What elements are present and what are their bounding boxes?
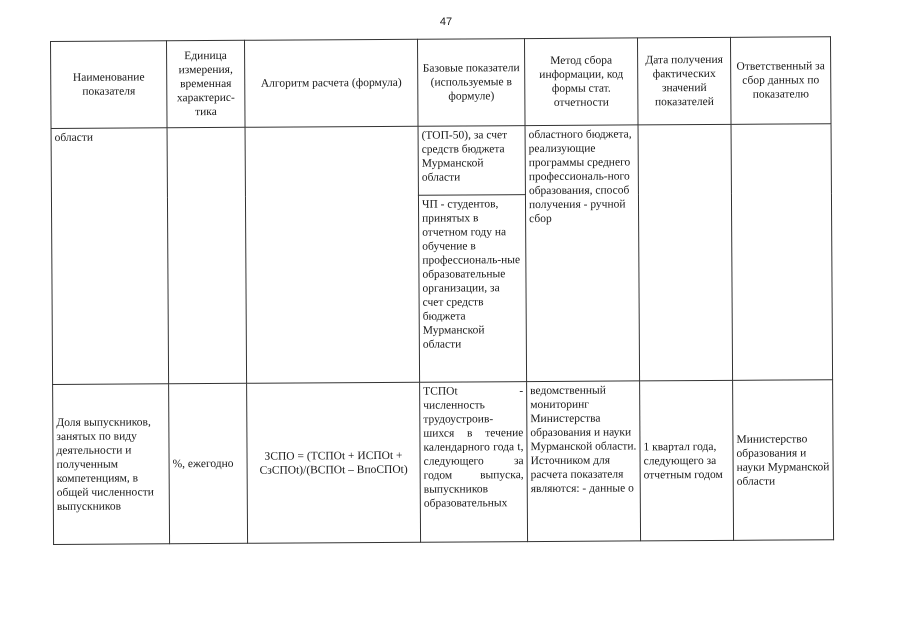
header-responsible: Ответственный за сбор данных по показателю xyxy=(730,37,831,125)
cell-formula: ЗСПО = (ТСПОt + ИСПОt + СзСПОt)/(ВСПОt – ВпоСПОt) xyxy=(247,382,421,543)
cell-responsible: Министерство образования и науки Мурманской области xyxy=(733,380,834,541)
cell-date: 1 квартал года, следующего за отчетным годом xyxy=(640,380,734,541)
cell-collection-method: ведомственный мониторинг Министерства образования и науки Мурманской области. Источником для расчета показателя являются: - данные о xyxy=(527,381,641,542)
table-row xyxy=(53,380,834,545)
header-indicator-name: Наименование показателя xyxy=(51,41,168,129)
header-formula: Алгоритм расчета (формула) xyxy=(244,39,418,127)
cell-base-indicators: ТСПОt - численность трудоустроив-шихся в течение календарного года t, следующего за годом выпуска, выпускников образовательных xyxy=(420,382,528,543)
cell-base-indicators: ЧП - студентов, принятых в отчетном году на обучение в профессиональ-ные образовательные организации, за счет средств бюджета Мурманской области xyxy=(418,195,526,383)
table-row xyxy=(51,124,831,198)
cell-responsible xyxy=(731,124,833,381)
cell-base-indicators: (ТОП-50), за счет средств бюджета Мурманской области xyxy=(418,126,525,196)
cell-unit xyxy=(167,127,247,383)
cell-indicator-name: области xyxy=(51,128,169,385)
cell-unit: %, ежегодно xyxy=(169,383,248,543)
cell-formula xyxy=(245,126,420,383)
cell-indicator-name: Доля выпускников, занятых по виду деятельности и полученным компетенциям, в общей численности выпускников xyxy=(53,384,170,545)
header-unit: Единица измерения, временная характерис-тика xyxy=(167,40,246,127)
table-header-row xyxy=(51,37,832,129)
cell-date xyxy=(638,124,733,381)
header-base-indicators: Базовые показатели (используемые в формуле) xyxy=(417,39,525,127)
indicators-table xyxy=(50,36,834,545)
header-date: Дата получения фактических значений показателей xyxy=(637,37,731,125)
page-number: 47 xyxy=(439,16,453,28)
header-collection-method: Метод сбора информации, код формы стат. отчетности xyxy=(524,38,638,126)
cell-collection-method: областного бюджета, реализующие программы среднего профессиональ-ного образования, способ получения - ручной сбор xyxy=(525,125,640,382)
